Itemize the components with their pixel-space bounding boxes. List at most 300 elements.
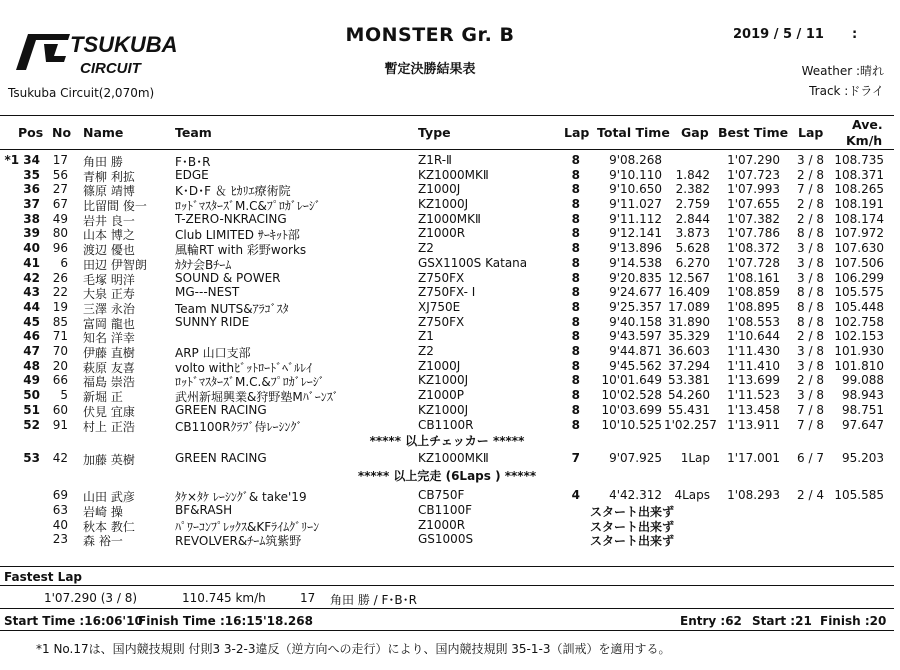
cell-name: 秋本 教仁 bbox=[83, 520, 135, 534]
cell-gap: 2.382 bbox=[675, 182, 710, 196]
col-best-lap: Lap bbox=[798, 125, 824, 140]
table-row bbox=[0, 182, 894, 197]
cell-team: SUNNY RIDE bbox=[175, 315, 250, 329]
cell-best: 1'11.410 bbox=[727, 359, 780, 373]
col-team: Team bbox=[175, 125, 212, 140]
cell-pos: 36 bbox=[23, 182, 40, 196]
table-row bbox=[0, 518, 894, 533]
cell-lap: 8 bbox=[571, 388, 580, 402]
cell-best: 1'13.699 bbox=[727, 373, 780, 387]
cell-type: GS1000S bbox=[418, 532, 474, 546]
cell-pos: *1 34 bbox=[4, 153, 40, 167]
cell-name: 青柳 利拡 bbox=[83, 170, 135, 184]
cell-best: 1'10.644 bbox=[727, 329, 780, 343]
cell-team: ﾛｯﾄﾞﾏｽﾀｰｽﾞM.C.&ﾌﾟﾛｶﾞﾚｰｼﾞ bbox=[175, 375, 325, 389]
cell-total: 9'13.896 bbox=[609, 241, 662, 255]
cell-laps: 3 / 8 bbox=[797, 359, 824, 373]
cell-name: 岩崎 操 bbox=[83, 505, 123, 519]
table-row bbox=[0, 256, 894, 271]
cell-no: 60 bbox=[52, 403, 68, 417]
cell-type: CB750F bbox=[418, 488, 465, 502]
cell-best: 1'08.372 bbox=[727, 241, 780, 255]
table-row bbox=[0, 153, 894, 168]
cell-name: 三澤 永治 bbox=[83, 302, 135, 316]
cell-lap: 8 bbox=[571, 256, 580, 270]
col-type: Type bbox=[418, 125, 451, 140]
cell-lap: 8 bbox=[571, 197, 580, 211]
col-best-time: Best Time bbox=[718, 125, 789, 140]
col-pos: Pos bbox=[18, 125, 44, 140]
race-date: 2019 / 5 / 11 bbox=[733, 27, 824, 42]
table-row bbox=[0, 532, 894, 547]
cell-best: 1'07.382 bbox=[727, 212, 780, 226]
fastest-lap-rider: 角田 勝 / F･B･R bbox=[330, 593, 417, 607]
cell-pos: 45 bbox=[23, 315, 40, 329]
cell-name: 富岡 龍也 bbox=[83, 317, 135, 331]
cell-lap: 8 bbox=[571, 226, 580, 240]
cell-laps: 2 / 4 bbox=[797, 488, 824, 502]
cell-lap: 8 bbox=[571, 315, 580, 329]
table-row bbox=[0, 300, 894, 315]
cell-no: 96 bbox=[52, 241, 68, 255]
cell-type: KZ1000MKⅡ bbox=[418, 168, 489, 182]
cell-laps: 7 / 8 bbox=[797, 403, 824, 417]
cell-type: Z750FX- I bbox=[418, 285, 476, 299]
cell-best: 1'13.911 bbox=[727, 418, 780, 432]
cell-gap: 3.873 bbox=[675, 226, 710, 240]
cell-type: Z1000J bbox=[418, 182, 461, 196]
cell-pos: 50 bbox=[23, 388, 40, 402]
cell-no: 63 bbox=[52, 503, 68, 517]
cell-pos: 38 bbox=[23, 212, 40, 226]
cell-team: REVOLVER&ﾁｰﾑ筑紫野 bbox=[175, 534, 302, 548]
header-bottom-rule bbox=[0, 149, 894, 150]
cell-type: Z1000MKⅡ bbox=[418, 212, 481, 226]
cell-pos: 43 bbox=[23, 285, 40, 299]
table-row bbox=[0, 418, 894, 433]
cell-name: 大泉 正寿 bbox=[83, 287, 135, 301]
cell-total: 9'12.141 bbox=[609, 226, 662, 240]
cell-name: 新堀 正 bbox=[83, 390, 123, 404]
cell-type: CB1100R bbox=[418, 418, 474, 432]
cell-gap: 36.603 bbox=[668, 344, 710, 358]
cell-gap: 5.628 bbox=[675, 241, 710, 255]
cell-lap: 8 bbox=[571, 212, 580, 226]
cell-name: 角田 勝 bbox=[83, 155, 123, 169]
cell-lap: 8 bbox=[571, 168, 580, 182]
cell-total: 9'11.112 bbox=[609, 212, 662, 226]
cell-best: 1'07.728 bbox=[727, 256, 780, 270]
cell-no: 42 bbox=[52, 451, 68, 465]
cell-speed: 106.299 bbox=[834, 271, 884, 285]
table-row bbox=[0, 403, 894, 418]
cell-no: 71 bbox=[52, 329, 68, 343]
cell-laps: 3 / 8 bbox=[797, 388, 824, 402]
cell-laps: 3 / 8 bbox=[797, 153, 824, 167]
cell-lap: 8 bbox=[571, 329, 580, 343]
cell-total: 10'03.699 bbox=[601, 403, 662, 417]
cell-best: 1'07.786 bbox=[727, 226, 780, 240]
table-row bbox=[0, 488, 894, 503]
table-row bbox=[0, 212, 894, 227]
cell-pos: 41 bbox=[23, 256, 40, 270]
cell-gap: 2.759 bbox=[675, 197, 710, 211]
fastest-lap-number: 17 bbox=[300, 591, 316, 605]
cell-total: 9'10.110 bbox=[609, 168, 662, 182]
cell-total: 9'24.677 bbox=[609, 285, 662, 299]
cell-gap: 17.089 bbox=[668, 300, 710, 314]
cell-pos: 37 bbox=[23, 197, 40, 211]
cell-team: ｶﾀﾅ会Bﾁｰﾑ bbox=[175, 258, 232, 272]
cell-pos: 52 bbox=[23, 418, 40, 432]
cell-lap: 8 bbox=[571, 271, 580, 285]
cell-team: K･D･F ＆ ﾋｶﾘｴ療術院 bbox=[175, 184, 291, 198]
weather-info: Weather :晴れ bbox=[801, 64, 884, 78]
cell-laps: 3 / 8 bbox=[797, 241, 824, 255]
cell-team: 武州新堀興業&狩野塾Mﾊﾞｰﾝｽﾞ bbox=[175, 390, 339, 404]
cell-laps: 8 / 8 bbox=[797, 226, 824, 240]
cell-name: 加藤 英樹 bbox=[83, 453, 135, 467]
cell-best: 1'11.430 bbox=[727, 344, 780, 358]
cell-total: 9'07.925 bbox=[609, 451, 662, 465]
cell-best: 1'08.161 bbox=[727, 271, 780, 285]
col-name: Name bbox=[83, 125, 124, 140]
cell-no: 20 bbox=[52, 359, 68, 373]
cell-speed: 108.735 bbox=[834, 153, 884, 167]
table-row bbox=[0, 388, 894, 403]
cell-type: Z1000R bbox=[418, 518, 466, 532]
cell-laps: 3 / 8 bbox=[797, 271, 824, 285]
cell-team: ﾛｯﾄﾞﾏｽﾀｰｽﾞM.C&ﾌﾟﾛｶﾞﾚｰｼﾞ bbox=[175, 199, 321, 213]
cell-no: 27 bbox=[52, 182, 68, 196]
cell-name: 岩井 良一 bbox=[83, 214, 135, 228]
cell-team: BF&RASH bbox=[175, 503, 233, 517]
cell-name: 田辺 伊智朗 bbox=[83, 258, 147, 272]
cell-pos: 47 bbox=[23, 344, 40, 358]
cell-gap: 37.294 bbox=[668, 359, 710, 373]
cell-laps: 7 / 8 bbox=[797, 418, 824, 432]
cell-best: 1'07.290 bbox=[727, 153, 780, 167]
cell-team: T-ZERO-NKRACING bbox=[175, 212, 287, 226]
cell-no: 17 bbox=[52, 153, 68, 167]
cell-team: Club LIMITED ｻｰｷｯﾄ部 bbox=[175, 228, 300, 242]
table-row bbox=[0, 373, 894, 388]
finish-time: Finish Time :16:15'18.268 bbox=[138, 614, 313, 628]
cell-no: 91 bbox=[52, 418, 68, 432]
cell-pos: 39 bbox=[23, 226, 40, 240]
cell-speed: 98.943 bbox=[842, 388, 884, 402]
fastest-top-rule bbox=[0, 566, 894, 567]
footer-bottom-rule bbox=[0, 630, 894, 631]
cell-pos: 44 bbox=[23, 300, 40, 314]
cell-total: 9'14.538 bbox=[609, 256, 662, 270]
cell-pos: 53 bbox=[23, 451, 40, 465]
cell-no: 23 bbox=[52, 532, 68, 546]
col-lap: Lap bbox=[564, 125, 590, 140]
col-no: No bbox=[52, 125, 72, 140]
cell-total: スタート出来ず bbox=[589, 520, 674, 534]
cell-total: 9'25.357 bbox=[609, 300, 662, 314]
cell-no: 49 bbox=[52, 212, 68, 226]
cell-total: スタート出来ず bbox=[589, 505, 674, 519]
cell-name: 知名 洋幸 bbox=[83, 331, 135, 345]
cell-type: Z1000R bbox=[418, 226, 466, 240]
page-subtitle: 暫定決勝結果表 bbox=[384, 62, 476, 77]
cell-speed: 97.647 bbox=[842, 418, 884, 432]
finish-count: Finish :20 bbox=[820, 614, 887, 628]
cell-best: 1'07.655 bbox=[727, 197, 780, 211]
cell-team: F･B･R bbox=[175, 155, 211, 169]
table-row bbox=[0, 226, 894, 241]
cell-no: 26 bbox=[52, 271, 68, 285]
cell-speed: 102.758 bbox=[834, 315, 884, 329]
cell-team: EDGE bbox=[175, 168, 209, 182]
cell-type: Z1R-Ⅱ bbox=[418, 153, 452, 167]
cell-pos: 48 bbox=[23, 359, 40, 373]
cell-name: 渡辺 優也 bbox=[83, 243, 135, 257]
cell-team: GREEN RACING bbox=[175, 451, 267, 465]
cell-name: 伏見 宜康 bbox=[83, 405, 135, 419]
cell-gap: 2.844 bbox=[675, 212, 710, 226]
track-info: Track :ドライ bbox=[809, 84, 884, 98]
cell-name: 比留間 俊一 bbox=[83, 199, 147, 213]
cell-team: MG---NEST bbox=[175, 285, 240, 299]
cell-speed: 108.174 bbox=[834, 212, 884, 226]
cell-lap: 8 bbox=[571, 373, 580, 387]
footnote: *1 No.17は、国内競技規則 付則3 3-2-3違反（逆方向への走行）により、国内競技規則 35-1-3（訓戒）を適用する。 bbox=[36, 642, 671, 656]
cell-type: KZ1000J bbox=[418, 373, 469, 387]
cell-laps: 8 / 8 bbox=[797, 285, 824, 299]
cell-type: Z1000J bbox=[418, 359, 461, 373]
start-time: Start Time :16:06'10 bbox=[4, 614, 143, 628]
cell-no: 70 bbox=[52, 344, 68, 358]
cell-lap: 8 bbox=[571, 418, 580, 432]
cell-speed: 108.265 bbox=[834, 182, 884, 196]
cell-team: Team NUTS&ｱﾗｺﾞｽﾀ bbox=[175, 302, 289, 316]
cell-total: 9'20.835 bbox=[609, 271, 662, 285]
cell-team: GREEN RACING bbox=[175, 403, 267, 417]
cell-laps: 8 / 8 bbox=[797, 315, 824, 329]
cell-type: Z750FX bbox=[418, 271, 465, 285]
page-title: MONSTER Gr. B bbox=[345, 24, 515, 46]
cell-lap: 8 bbox=[571, 182, 580, 196]
fastest-lap-title: Fastest Lap bbox=[4, 570, 82, 584]
cell-name: 篠原 靖博 bbox=[83, 184, 135, 198]
cell-gap: 1'02.257 bbox=[664, 418, 717, 432]
cell-total: 9'40.158 bbox=[609, 315, 662, 329]
cell-name: 萩原 友喜 bbox=[83, 361, 135, 375]
table-row bbox=[0, 503, 894, 518]
cell-no: 66 bbox=[52, 373, 68, 387]
cell-name: 伊藤 直樹 bbox=[83, 346, 135, 360]
cell-speed: 98.751 bbox=[842, 403, 884, 417]
cell-laps: 2 / 8 bbox=[797, 212, 824, 226]
cell-speed: 95.203 bbox=[842, 451, 884, 465]
col-speed-ave: Ave. bbox=[852, 117, 883, 132]
cell-pos: 40 bbox=[23, 241, 40, 255]
cell-total: 9'45.562 bbox=[609, 359, 662, 373]
logo-wordmark: TSUKUBA bbox=[70, 32, 178, 57]
cell-total: 9'10.650 bbox=[609, 182, 662, 196]
cell-lap: 4 bbox=[571, 488, 580, 502]
table-row bbox=[0, 197, 894, 212]
cell-no: 22 bbox=[52, 285, 68, 299]
table-row bbox=[0, 315, 894, 330]
cell-team: CB1100Rｸﾗﾌﾞ侍ﾚｰｼﾝｸﾞ bbox=[175, 420, 303, 434]
cell-gap: 16.409 bbox=[668, 285, 710, 299]
header-top-rule bbox=[0, 115, 894, 116]
cell-no: 56 bbox=[52, 168, 68, 182]
cell-total: 9'44.871 bbox=[609, 344, 662, 358]
cell-gap: 31.890 bbox=[668, 315, 710, 329]
start-count: Start :21 bbox=[752, 614, 812, 628]
cell-team: ﾊﾟﾜｰｺﾝﾌﾟﾚｯｸｽ&KFﾗｲﾑｸﾞﾘｰﾝ bbox=[175, 520, 320, 534]
cell-gap: 1.842 bbox=[675, 168, 710, 182]
col-speed-unit: Km/h bbox=[846, 133, 883, 148]
cell-pos: 42 bbox=[23, 271, 40, 285]
cell-pos: 35 bbox=[23, 168, 40, 182]
cell-best: 1'07.723 bbox=[727, 168, 780, 182]
cell-type: Z1 bbox=[418, 329, 434, 343]
cell-gap: 35.329 bbox=[668, 329, 710, 343]
table-row bbox=[0, 271, 894, 286]
cell-type: Z2 bbox=[418, 344, 434, 358]
table-row bbox=[0, 285, 894, 300]
cell-total: 10'02.528 bbox=[601, 388, 662, 402]
cell-lap: 8 bbox=[571, 359, 580, 373]
cell-no: 69 bbox=[52, 488, 68, 502]
cell-no: 19 bbox=[52, 300, 68, 314]
cell-laps: 2 / 8 bbox=[797, 168, 824, 182]
cell-best: 1'08.293 bbox=[727, 488, 780, 502]
cell-lap: 8 bbox=[571, 344, 580, 358]
cell-type: Z1000P bbox=[418, 388, 464, 402]
cell-pos: 51 bbox=[23, 403, 40, 417]
cell-team: SOUND & POWER bbox=[175, 271, 281, 285]
cell-name: 山本 博之 bbox=[83, 228, 135, 242]
cell-gap: 54.260 bbox=[668, 388, 710, 402]
cell-laps: 3 / 8 bbox=[797, 256, 824, 270]
table-row bbox=[0, 451, 894, 466]
cell-lap: 8 bbox=[571, 241, 580, 255]
cell-speed: 105.448 bbox=[834, 300, 884, 314]
table-row bbox=[0, 344, 894, 359]
cell-type: CB1100F bbox=[418, 503, 473, 517]
table-row bbox=[0, 168, 894, 183]
cell-type: Z750FX bbox=[418, 315, 465, 329]
cell-no: 85 bbox=[52, 315, 68, 329]
cell-gap: 12.567 bbox=[668, 271, 710, 285]
cell-best: 1'07.993 bbox=[727, 182, 780, 196]
footer-top-rule bbox=[0, 608, 894, 609]
cell-team: ﾀｹ×ﾀｹ ﾚｰｼﾝｸﾞ& take'19 bbox=[175, 490, 307, 504]
cell-type: KZ1000J bbox=[418, 403, 469, 417]
cell-total: スタート出来ず bbox=[589, 534, 674, 548]
cell-type: KZ1000J bbox=[418, 197, 469, 211]
cell-speed: 101.810 bbox=[834, 359, 884, 373]
cell-speed: 108.191 bbox=[834, 197, 884, 211]
cell-gap: 4Laps bbox=[674, 488, 710, 502]
cell-no: 6 bbox=[60, 256, 68, 270]
cell-best: 1'17.001 bbox=[727, 451, 780, 465]
cell-lap: 8 bbox=[571, 153, 580, 167]
cell-speed: 107.630 bbox=[834, 241, 884, 255]
cell-best: 1'11.523 bbox=[727, 388, 780, 402]
cell-type: Z2 bbox=[418, 241, 434, 255]
cell-lap: 8 bbox=[571, 300, 580, 314]
cell-no: 5 bbox=[60, 388, 68, 402]
cell-laps: 3 / 8 bbox=[797, 344, 824, 358]
cell-team: volto withﾋﾞｯﾄﾛｰﾄﾞﾍﾞﾙﾚｲ bbox=[175, 361, 313, 375]
cell-total: 10'10.525 bbox=[601, 418, 662, 432]
table-row bbox=[0, 241, 894, 256]
fastest-lap-speed: 110.745 km/h bbox=[182, 591, 266, 605]
cell-gap: 1Lap bbox=[680, 451, 710, 465]
cell-type: KZ1000MKⅡ bbox=[418, 451, 489, 465]
cell-gap: 53.381 bbox=[668, 373, 710, 387]
complete-note: ***** 以上完走 (6Laps ) ***** bbox=[357, 469, 537, 483]
checker-note: ***** 以上チェッカー ***** bbox=[369, 434, 525, 448]
cell-speed: 108.371 bbox=[834, 168, 884, 182]
cell-laps: 2 / 8 bbox=[797, 197, 824, 211]
date-colon: : bbox=[852, 27, 858, 42]
cell-best: 1'13.458 bbox=[727, 403, 780, 417]
cell-no: 67 bbox=[52, 197, 68, 211]
cell-laps: 7 / 8 bbox=[797, 182, 824, 196]
cell-name: 毛塚 明洋 bbox=[83, 273, 135, 287]
cell-team: 風輪RT with 彩野works bbox=[175, 243, 307, 257]
cell-speed: 99.088 bbox=[842, 373, 884, 387]
cell-name: 村上 正浩 bbox=[83, 420, 135, 434]
cell-no: 40 bbox=[52, 518, 68, 532]
cell-type: XJ750E bbox=[418, 300, 461, 314]
cell-name: 森 裕一 bbox=[83, 534, 123, 548]
circuit-name: Tsukuba Circuit(2,070m) bbox=[8, 86, 155, 100]
cell-laps: 6 / 7 bbox=[797, 451, 824, 465]
cell-speed: 105.585 bbox=[834, 488, 884, 502]
fastest-mid-rule bbox=[0, 585, 894, 586]
cell-lap: 8 bbox=[571, 285, 580, 299]
cell-total: 9'11.027 bbox=[609, 197, 662, 211]
cell-laps: 8 / 8 bbox=[797, 300, 824, 314]
cell-pos: 49 bbox=[23, 373, 40, 387]
entry-count: Entry :62 bbox=[680, 614, 742, 628]
cell-total: 9'08.268 bbox=[609, 153, 662, 167]
cell-gap: 55.431 bbox=[668, 403, 710, 417]
cell-speed: 107.506 bbox=[834, 256, 884, 270]
cell-laps: 2 / 8 bbox=[797, 329, 824, 343]
cell-type: GSX1100S Katana bbox=[418, 256, 528, 270]
cell-lap: 7 bbox=[571, 451, 580, 465]
cell-total: 10'01.649 bbox=[601, 373, 662, 387]
fastest-lap-time: 1'07.290 (3 / 8) bbox=[44, 591, 138, 605]
cell-speed: 102.153 bbox=[834, 329, 884, 343]
cell-gap: 6.270 bbox=[675, 256, 710, 270]
cell-speed: 101.930 bbox=[834, 344, 884, 358]
cell-best: 1'08.895 bbox=[727, 300, 780, 314]
cell-name: 福島 崇浩 bbox=[83, 375, 135, 389]
cell-total: 9'43.597 bbox=[609, 329, 662, 343]
col-gap: Gap bbox=[681, 125, 709, 140]
cell-team: ARP 山口支部 bbox=[175, 346, 251, 360]
cell-total: 4'42.312 bbox=[609, 488, 662, 502]
table-row bbox=[0, 359, 894, 374]
cell-laps: 2 / 8 bbox=[797, 373, 824, 387]
cell-speed: 107.972 bbox=[834, 226, 884, 240]
cell-name: 山田 武彦 bbox=[83, 490, 135, 504]
cell-speed: 105.575 bbox=[834, 285, 884, 299]
table-row bbox=[0, 329, 894, 344]
